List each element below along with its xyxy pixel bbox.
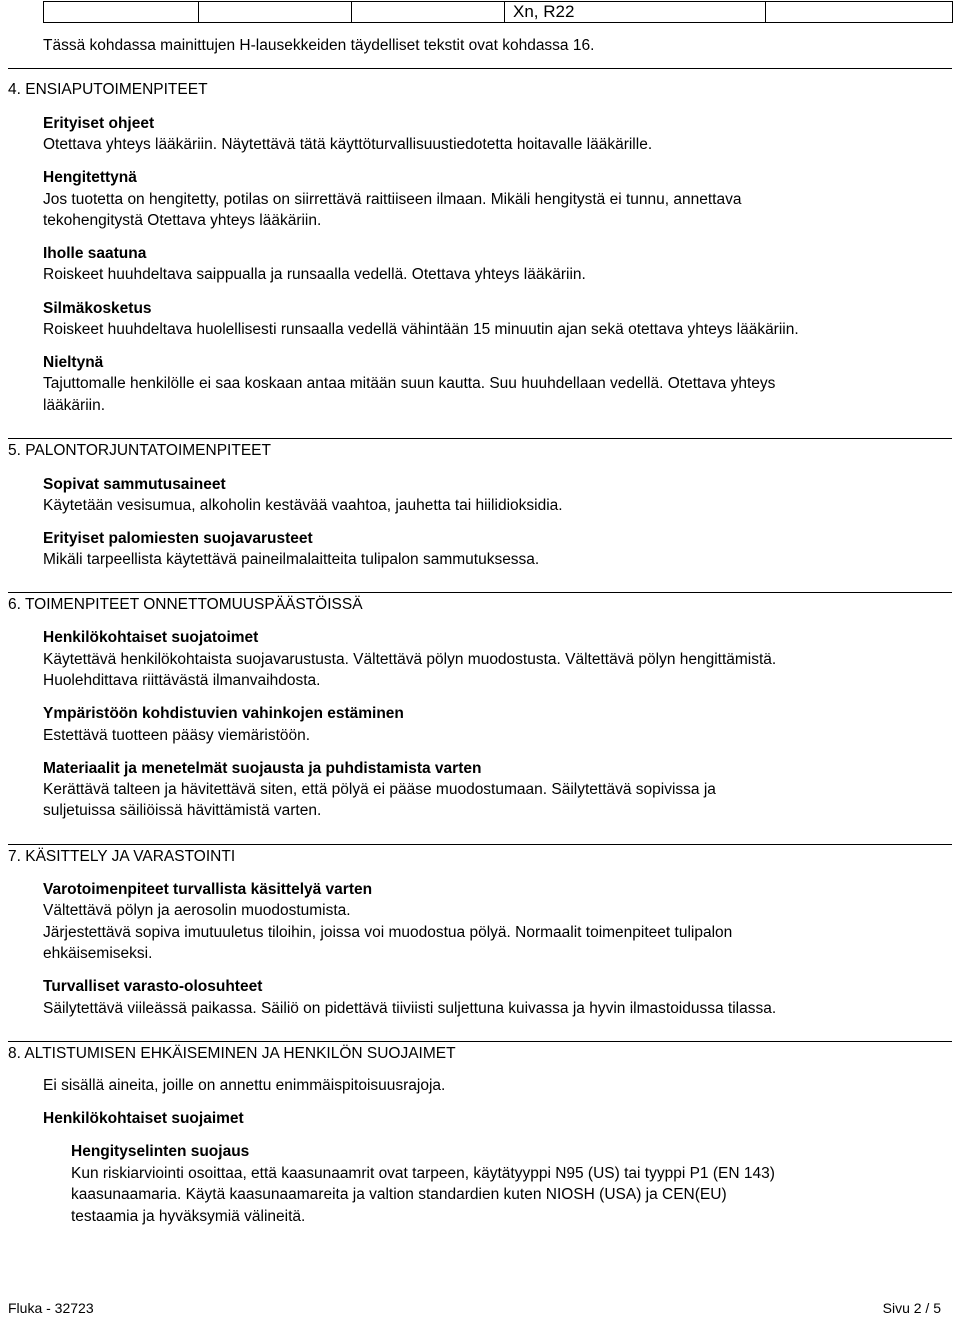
- respiratory-protection-line3: testaamia ja hyväksymiä välineitä.: [71, 1208, 306, 1225]
- section-8-heading: 8. ALTISTUMISEN EHKÄISEMINEN JA HENKILÖN SUOJAIMET: [8, 1045, 456, 1062]
- section-divider: [8, 1041, 952, 1042]
- section-6-heading: 6. TOIMENPITEET ONNETTOMUUSPÄÄSTÖISSÄ: [8, 596, 363, 613]
- ingestion-text-line2: lääkäriin.: [43, 397, 106, 414]
- general-advice-title: Erityiset ohjeet: [43, 115, 155, 132]
- ingestion-title: Nieltynä: [43, 354, 104, 371]
- environmental-precautions-title: Ympäristöön kohdistuvien vahinkojen estäminen: [43, 705, 404, 722]
- personal-precautions-line2: Huolehdittava riittävästä ilmanvaihdosta.: [43, 672, 321, 689]
- table-row: [44, 2, 953, 23]
- table-cell: [44, 2, 199, 23]
- safe-handling-line2: Järjestettävä sopiva imutuuletus tiloihin, joissa voi muodostua pölyä. Normaalit toimenpiteet tulipalon: [43, 924, 733, 941]
- storage-conditions-title: Turvalliset varasto-olosuhteet: [43, 978, 263, 995]
- skin-contact-text: Roiskeet huuhdeltava saippualla ja runsaalla vedellä. Otettava yhteys lääkäriin.: [43, 266, 586, 283]
- table-cell: [766, 2, 953, 23]
- firefighter-equipment-title: Erityiset palomiesten suojavarusteet: [43, 530, 313, 547]
- footer-page-number: Sivu 2 / 5: [882, 1300, 941, 1316]
- cleanup-methods-title: Materiaalit ja menetelmät suojausta ja puhdistamista varten: [43, 760, 482, 777]
- firefighter-equipment-text: Mikäli tarpeellista käytettävä paineilmalaitteita tulipalon sammutuksessa.: [43, 551, 540, 568]
- safe-handling-line1: Vältettävä pölyn ja aerosolin muodostumista.: [43, 902, 351, 919]
- hazard-classification-table: [43, 1, 953, 23]
- h-statements-note: Tässä kohdassa mainittujen H-lausekkeiden täydelliset tekstit ovat kohdassa 16.: [43, 37, 595, 54]
- ppe-title: Henkilökohtaiset suojaimet: [43, 1110, 244, 1127]
- general-advice-text: Otettava yhteys lääkäriin. Näytettävä tätä käyttöturvallisuustiedotetta hoitavalle lääkärille.: [43, 136, 653, 153]
- storage-conditions-text: Säilytettävä viileässä paikassa. Säiliö on pidettävä tiiviisti suljettuna kuivassa ja hyvin ilmastoidussa tilassa.: [43, 1000, 777, 1017]
- section-divider: [8, 68, 952, 69]
- personal-precautions-title: Henkilökohtaiset suojatoimet: [43, 629, 259, 646]
- section-4-heading: 4. ENSIAPUTOIMENPITEET: [8, 81, 208, 98]
- table-cell: [199, 2, 352, 23]
- extinguishing-media-title: Sopivat sammutusaineet: [43, 476, 226, 493]
- table-cell: [352, 2, 505, 23]
- safe-handling-line3: ehkäisemiseksi.: [43, 945, 153, 962]
- skin-contact-title: Iholle saatuna: [43, 245, 147, 262]
- respiratory-protection-line1: Kun riskiarviointi osoittaa, että kaasunaamrit ovat tarpeen, käytätyyppi N95 (US) tai tyyppi P1 (EN 143): [71, 1165, 775, 1182]
- section-divider: [8, 438, 952, 439]
- inhalation-text-line1: Jos tuotetta on hengitetty, potilas on siirrettävä raittiiseen ilmaan. Mikäli hengitystä ei tunnu, annettava: [43, 191, 742, 208]
- inhalation-text-line2: tekohengitystä Otettava yhteys lääkäriin.: [43, 212, 322, 229]
- extinguishing-media-text: Käytetään vesisumua, alkoholin kestävää vaahtoa, jauhetta tai hiilidioksidia.: [43, 497, 563, 514]
- section-divider: [8, 592, 952, 593]
- cleanup-methods-line1: Kerättävä talteen ja hävitettävä siten, että pölyä ei pääse muodostumaan. Säilytettävä sopivissa ja: [43, 781, 716, 798]
- section-5-heading: 5. PALONTORJUNTATOIMENPITEET: [8, 442, 271, 459]
- safe-handling-title: Varotoimenpiteet turvallista käsittelyä varten: [43, 881, 373, 898]
- section-7-heading: 7. KÄSITTELY JA VARASTOINTI: [8, 848, 236, 865]
- eye-contact-text: Roiskeet huuhdeltava huolellisesti runsaalla vedellä vähintään 15 minuutin ajan sekä otettava yhteys lääkäriin.: [43, 321, 799, 338]
- environmental-precautions-text: Estettävä tuotteen pääsy viemäristöön.: [43, 727, 311, 744]
- cleanup-methods-line2: suljetuissa säiliöissä hävittämistä varten.: [43, 802, 322, 819]
- respiratory-protection-title: Hengityselinten suojaus: [71, 1143, 250, 1160]
- respiratory-protection-line2: kaasunaamaria. Käytä kaasunaamareita ja valtion standardien kuten NIOSH (USA) ja CEN(EU): [71, 1186, 727, 1203]
- ingestion-text-line1: Tajuttomalle henkilölle ei saa koskaan antaa mitään suun kautta. Suu huuhdellaan vedellä. Otettava yhteys: [43, 375, 776, 392]
- personal-precautions-line1: Käytettävä henkilökohtaista suojavarustusta. Vältettävä pölyn muodostusta. Vältettävä pölyn hengittämistä.: [43, 651, 777, 668]
- table-cell-classification: Xn, R22: [505, 2, 766, 23]
- eye-contact-title: Silmäkosketus: [43, 300, 152, 317]
- inhalation-title: Hengitettynä: [43, 169, 137, 186]
- footer-product-code: Fluka - 32723: [8, 1300, 94, 1316]
- section-divider: [8, 844, 952, 845]
- exposure-limits-text: Ei sisällä aineita, joille on annettu enimmäispitoisuusrajoja.: [43, 1077, 446, 1094]
